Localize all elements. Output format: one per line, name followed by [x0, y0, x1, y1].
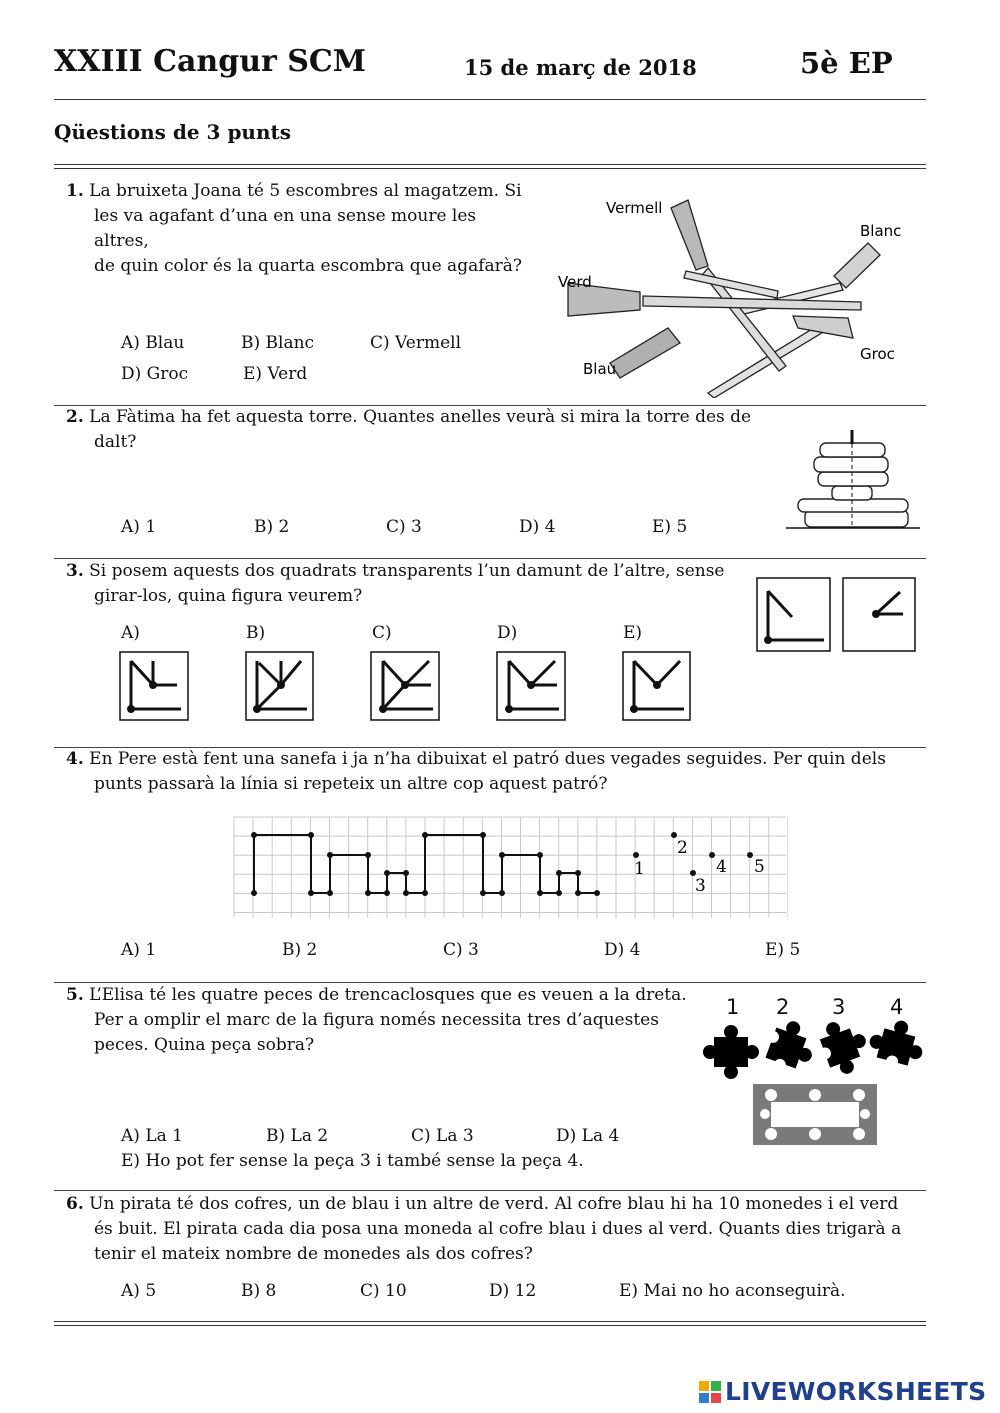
question-number: 1.: [66, 181, 84, 201]
question-text: Un pirata té dos cofres, un de blau i un altre de verd. Al cofre blau hi ha 10 monedes i el verd: [89, 1194, 899, 1214]
answer-option[interactable]: E) 5: [652, 517, 688, 537]
answer-option[interactable]: A) 5: [121, 1281, 157, 1301]
broom-handle: [643, 296, 861, 310]
pattern-dot: [403, 890, 409, 896]
answer-option[interactable]: B) 2: [254, 517, 290, 537]
question-3: [66, 559, 756, 609]
broom-brush: [610, 328, 680, 378]
pattern-dot: [327, 852, 333, 858]
tower-ring: [798, 499, 908, 512]
answer-option[interactable]: E) Ho pot fer sense la peça 3 i també sense la peça 4.: [121, 1151, 584, 1171]
pattern-dot: [384, 870, 390, 876]
question-4: [66, 747, 936, 797]
pattern-dot: [480, 832, 486, 838]
dot: [653, 681, 661, 689]
tower-ring: [814, 457, 888, 472]
broom-label-vermell: Vermell: [606, 199, 663, 217]
answer-option[interactable]: B) 8: [241, 1281, 277, 1301]
answer-option[interactable]: C) 3: [386, 517, 422, 537]
answer-option[interactable]: A) 1: [121, 517, 157, 537]
question-6: [66, 1192, 936, 1267]
question-text: La bruixeta Joana té 5 escombres al magatzem. Si: [89, 181, 522, 201]
answer-option[interactable]: B) La 2: [266, 1126, 329, 1146]
dot: [630, 705, 638, 713]
puzzle-piece-4[interactable]: [864, 1014, 925, 1074]
candidate-point-4[interactable]: [709, 852, 715, 858]
dot: [505, 705, 513, 713]
square-2-dot: [872, 610, 880, 618]
question-number: 6.: [66, 1194, 84, 1214]
question-1: [66, 179, 536, 279]
point-label-3: 3: [695, 876, 706, 896]
point-label-5: 5: [754, 857, 765, 877]
answer-option[interactable]: C) 10: [360, 1281, 407, 1301]
pattern-dot: [403, 870, 409, 876]
piece-label-4: 4: [890, 995, 904, 1019]
answer-option[interactable]: D): [497, 623, 518, 643]
footer-divider-bottom: [54, 1325, 926, 1326]
piece-label-1: 1: [726, 995, 740, 1019]
puzzle-frame: [753, 1084, 877, 1145]
pattern-dot: [537, 852, 543, 858]
answer-option[interactable]: C) 3: [443, 940, 479, 960]
broom-label-verd: Verd: [558, 273, 592, 291]
dot: [149, 681, 157, 689]
section-divider-bottom: [54, 168, 926, 169]
question-number: 2.: [66, 407, 84, 427]
answer-option[interactable]: B): [246, 623, 266, 643]
dot: [277, 681, 285, 689]
liveworksheets-icon: [698, 1380, 722, 1404]
question-number: 3.: [66, 561, 84, 581]
puzzle-pieces-figure: [700, 992, 925, 1147]
question-text: L’Elisa té les quatre peces de trencaclosques que es veuen a la dreta.: [89, 985, 687, 1005]
answer-option[interactable]: E) Verd: [243, 364, 308, 384]
square-1-dot: [764, 636, 772, 644]
dot: [527, 681, 535, 689]
answer-option[interactable]: E) Mai no ho aconseguirà.: [619, 1281, 846, 1301]
answer-option[interactable]: B) Blanc: [241, 333, 315, 353]
pattern-dot: [251, 890, 257, 896]
question-text: girar-los, quina figura veurem?: [94, 586, 363, 606]
question-text: Per a omplir el marc de la figura només necessita tres d’aquestes: [94, 1010, 659, 1030]
pattern-dot: [308, 890, 314, 896]
pattern-dot: [499, 890, 505, 896]
answer-option[interactable]: D) La 4: [556, 1126, 620, 1146]
point-label-4: 4: [716, 857, 727, 877]
option-figures-q3: [119, 651, 694, 723]
pattern-dot: [537, 890, 543, 896]
answer-option[interactable]: A) 1: [121, 940, 157, 960]
question-text: La Fàtima ha fet aquesta torre. Quantes anelles veurà si mira la torre des de: [89, 407, 752, 427]
pattern-dot: [499, 852, 505, 858]
pattern-dot: [422, 890, 428, 896]
pattern-dot: [556, 870, 562, 876]
piece-label-3: 3: [832, 995, 846, 1019]
question-text: les va agafant d’una en una sense moure les altres,: [94, 206, 477, 251]
answer-option[interactable]: A) Blau: [121, 333, 185, 353]
dot: [253, 705, 261, 713]
answer-option[interactable]: D) 12: [489, 1281, 537, 1301]
pattern-dot: [594, 890, 600, 896]
answer-option[interactable]: D) Groc: [121, 364, 189, 384]
pattern-dot: [480, 890, 486, 896]
pattern-dot: [384, 890, 390, 896]
pattern-dot: [556, 890, 562, 896]
question-divider: [54, 1190, 926, 1191]
question-text: tenir el mateix nombre de monedes als dos cofres?: [94, 1244, 533, 1264]
dot: [401, 681, 409, 689]
header-title: XXIII Cangur SCM: [54, 44, 367, 79]
broom-label-blanc: Blanc: [860, 222, 902, 240]
transparent-squares: [756, 577, 918, 653]
dot: [379, 705, 387, 713]
pattern-dot: [365, 852, 371, 858]
answer-option[interactable]: C) Vermell: [370, 333, 462, 353]
broom-brush: [671, 200, 708, 270]
answer-option[interactable]: E) 5: [765, 940, 801, 960]
question-text: peces. Quina peça sobra?: [94, 1035, 315, 1055]
broom-label-blau: Blau: [583, 360, 617, 378]
answer-option[interactable]: E): [623, 623, 643, 643]
answer-option[interactable]: A): [121, 623, 140, 643]
question-text: de quin color és la quarta escombra que agafarà?: [94, 256, 523, 276]
liveworksheets-logo: [698, 1377, 986, 1406]
puzzle-piece-1[interactable]: [703, 1025, 759, 1079]
pattern-dot: [422, 832, 428, 838]
tower-ring: [818, 472, 888, 486]
question-5: [66, 983, 706, 1058]
question-text: En Pere està fent una sanefa i ja n’ha dibuixat el patró dues vegades seguides. Per quin dels: [89, 749, 886, 769]
answer-option[interactable]: C): [372, 623, 392, 643]
broom-label-groc: Groc: [860, 345, 895, 363]
point-label-1: 1: [634, 859, 645, 879]
header-level: 5è EP: [800, 46, 893, 80]
footer-divider-top: [54, 1321, 926, 1322]
question-text: Si posem aquests dos quadrats transparents l’un damunt de l’altre, sense: [89, 561, 725, 581]
question-number: 4.: [66, 749, 84, 769]
section-divider-top: [54, 164, 926, 165]
candidate-point-1[interactable]: [633, 852, 639, 858]
question-text: dalt?: [94, 432, 137, 452]
pattern-dot: [575, 890, 581, 896]
pattern-dot: [308, 832, 314, 838]
puzzle-piece-3[interactable]: [810, 1013, 875, 1081]
pattern-dot: [575, 870, 581, 876]
piece-label-2: 2: [776, 995, 790, 1019]
broom-brush: [834, 243, 880, 288]
header-date: 15 de març de 2018: [464, 55, 697, 80]
pattern-dot: [365, 890, 371, 896]
candidate-point-5[interactable]: [747, 852, 753, 858]
answer-option[interactable]: A) La 1: [121, 1126, 183, 1146]
section-title: Qüestions de 3 punts: [54, 120, 292, 144]
pattern-dot: [251, 832, 257, 838]
ring-tower-figure: [780, 420, 925, 535]
pattern-dot: [327, 890, 333, 896]
question-text: punts passarà la línia si repeteix un altre cop aquest patró?: [94, 774, 608, 794]
question-2: [66, 405, 786, 455]
answer-option[interactable]: D) 4: [604, 940, 641, 960]
point-label-2: 2: [677, 838, 688, 858]
question-text: és buit. El pirata cada dia posa una moneda al cofre blau i dues al verd. Quants dies trigarà a: [94, 1219, 902, 1239]
header-divider: [54, 99, 926, 100]
dot: [127, 705, 135, 713]
frieze-line: [254, 835, 597, 893]
answer-option[interactable]: C) La 3: [411, 1126, 474, 1146]
answer-option[interactable]: B) 2: [282, 940, 318, 960]
question-number: 5.: [66, 985, 84, 1005]
answer-option[interactable]: D) 4: [519, 517, 556, 537]
broom-handle: [684, 271, 778, 298]
brand-text: LIVEWORKSHEETS: [725, 1377, 987, 1406]
frieze-pattern-grid: [232, 815, 788, 920]
puzzle-piece-2[interactable]: [757, 1014, 821, 1080]
brooms-figure: [548, 188, 926, 398]
